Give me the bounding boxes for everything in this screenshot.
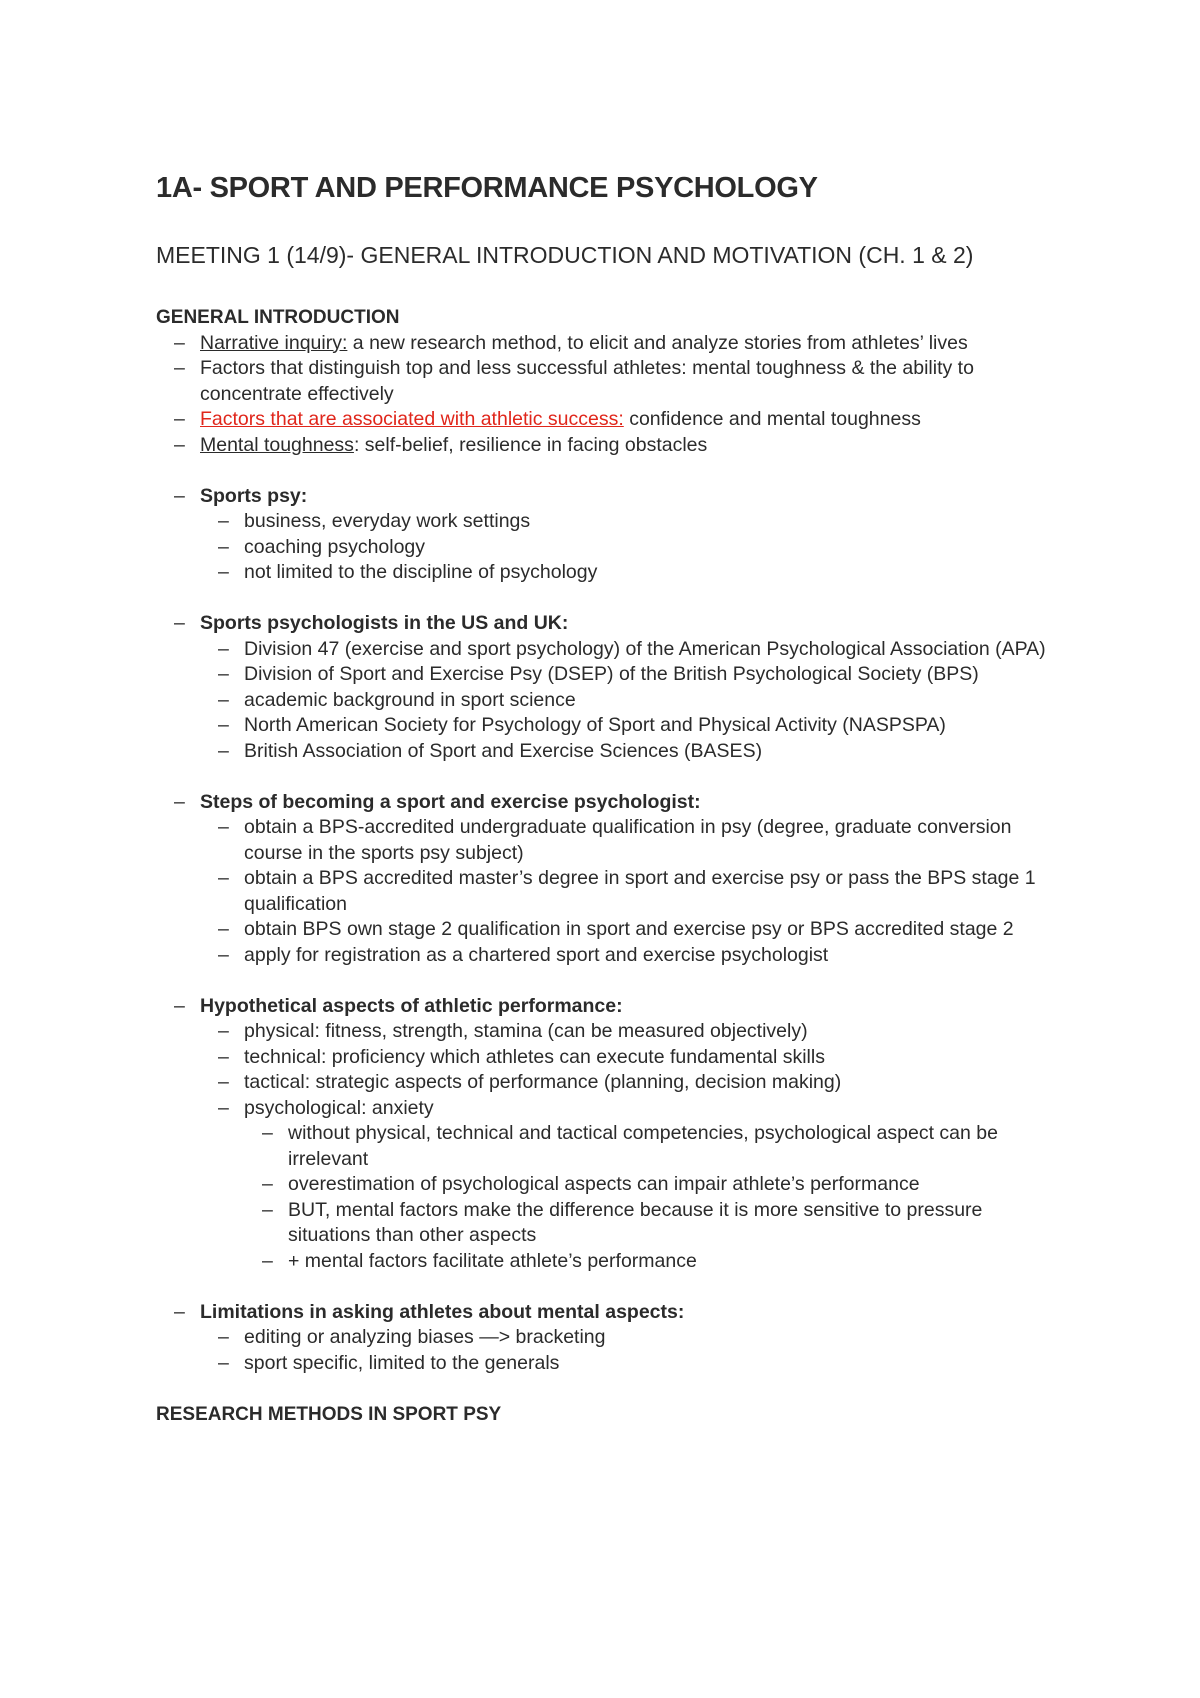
meeting-heading: MEETING 1 (14/9)- GENERAL INTRODUCTION AND MOTIVATION (CH. 1 & 2) (156, 242, 974, 268)
sub-list (200, 1019, 1056, 1274)
list-item (200, 1096, 1056, 1275)
success-text: confidence and mental toughness (623, 408, 921, 430)
section-limitations (156, 1300, 1056, 1377)
mental-term: Mental toughness (200, 433, 354, 456)
list-item: – sport specific, limited to the generals (200, 1351, 1056, 1377)
section-sports-psy (156, 484, 1056, 586)
sub-list (200, 815, 1056, 968)
list-item (156, 407, 1056, 433)
list-item: – obtain a BPS-accredited undergraduate qualification in psy (degree, graduate conversion course in the sports psy subject) (200, 815, 1056, 866)
list-item: – without physical, technical and tactical competencies, psychological aspect can be irrelevant (244, 1121, 1056, 1172)
list-item (156, 433, 1056, 459)
document-title: 1A- SPORT AND PERFORMANCE PSYCHOLOGY (156, 172, 818, 204)
list-item: – + mental factors facilitate athlete’s performance (244, 1249, 1056, 1275)
list-item: – editing or analyzing biases —> bracketing (200, 1325, 1056, 1351)
list-item: – BUT, mental factors make the difference because it is more sensitive to pressure situations than other aspects (244, 1198, 1056, 1249)
list-item (156, 331, 1056, 357)
list-item: – obtain a BPS accredited master’s degree in sport and exercise psy or pass the BPS stage 1 qualification (200, 866, 1056, 917)
list-item: – technical: proficiency which athletes can execute fundamental skills (200, 1045, 1056, 1071)
sub-list (200, 509, 1056, 586)
list-item: – obtain BPS own stage 2 qualification in sport and exercise psy or BPS accredited stage 2 (200, 917, 1056, 943)
section-heading: Sports psy: (200, 484, 308, 507)
section-heading: Hypothetical aspects of athletic performance: (200, 994, 623, 1017)
notes-content (156, 305, 1056, 1427)
section-us-uk (156, 611, 1056, 764)
section-steps (156, 790, 1056, 969)
list-item: – tactical: strategic aspects of performance (planning, decision making) (200, 1070, 1056, 1096)
list-item: – Division 47 (exercise and sport psychology) of the American Psychological Association (APA) (200, 637, 1056, 663)
list-item: – Division of Sport and Exercise Psy (DSEP) of the British Psychological Society (BPS) (200, 662, 1056, 688)
section-heading: Sports psychologists in the US and UK: (200, 612, 569, 634)
list-item: – academic background in sport science (200, 688, 1056, 714)
list-item: – overestimation of psychological aspects can impair athlete’s performance (244, 1172, 1056, 1198)
list-item: – North American Society for Psychology of Sport and Physical Activity (NASPSPA) (200, 713, 1056, 739)
general-introduction-heading: GENERAL INTRODUCTION (156, 307, 400, 328)
section-aspects (156, 994, 1056, 1275)
sub-list (200, 1325, 1056, 1376)
psychological-label: psychological: anxiety (244, 1096, 434, 1119)
sub-sub-list (244, 1121, 1056, 1274)
mental-text: : self-belief, resilience in facing obstacles (353, 433, 708, 456)
list-item: – Factors that distinguish top and less successful athletes: mental toughness & the ability to concentrate effectively (156, 356, 1056, 407)
list-item: – British Association of Sport and Exercise Sciences (BASES) (200, 739, 1056, 765)
narrative-text: a new research method, to elicit and analyze stories from athletes’ lives (347, 331, 968, 354)
list-item: – coaching psychology (200, 535, 1056, 561)
list-item: – business, everyday work settings (200, 509, 1056, 535)
list-item: – apply for registration as a chartered sport and exercise psychologist (200, 943, 1056, 969)
intro-list (156, 331, 1056, 1377)
sub-list (200, 637, 1056, 765)
list-item: – physical: fitness, strength, stamina (can be measured objectively) (200, 1019, 1056, 1045)
research-methods-heading: RESEARCH METHODS IN SPORT PSY (156, 1403, 502, 1425)
highlighted-term: Factors that are associated with athletic success: (200, 408, 624, 430)
narrative-term: Narrative inquiry: (200, 331, 348, 354)
list-item: – not limited to the discipline of psychology (200, 560, 1056, 586)
section-heading: Limitations in asking athletes about mental aspects: (200, 1300, 685, 1323)
section-heading: Steps of becoming a sport and exercise psychologist: (200, 790, 701, 813)
